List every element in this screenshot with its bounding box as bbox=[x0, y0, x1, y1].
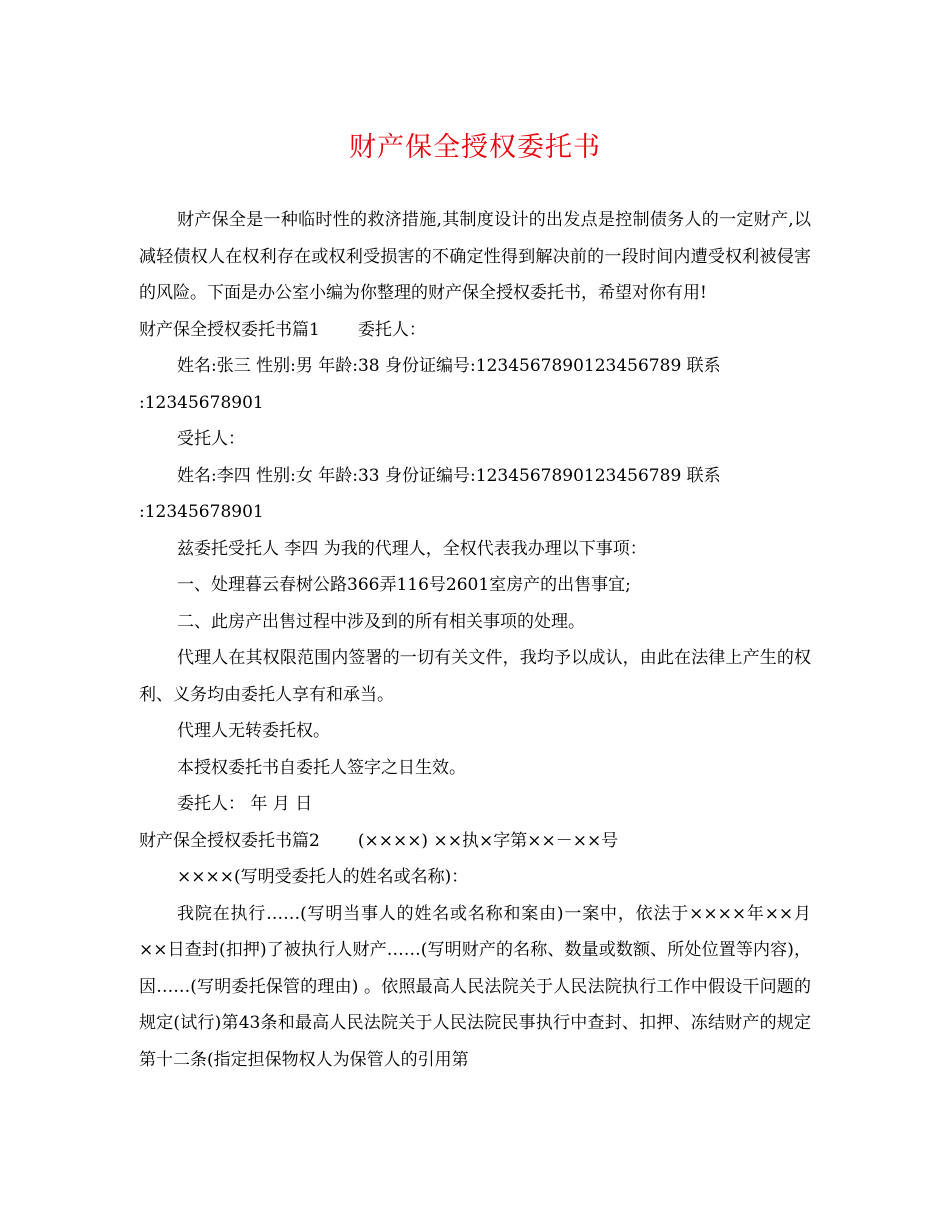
document-body bbox=[139, 202, 811, 1078]
acknowledge-paragraph: 代理人在其权限范围内签署的一切有关文件，我均予以成认，由此在法律上产生的权利、义务均由委托人享有和承当。 bbox=[139, 648, 811, 705]
agent-phone: :12345678901 bbox=[139, 502, 264, 522]
matter-item-2: 二、此房产出售过程中涉及到的所有相关事项的处理。 bbox=[177, 611, 585, 632]
principal-info: 姓名:张三 性别:男 年龄:38 身份证编号:1234567890123456789 联系 bbox=[177, 356, 721, 376]
agent-info: 姓名:李四 性别:女 年龄:33 身份证编号:1234567890123456789 联系 bbox=[177, 465, 721, 486]
entrust-statement: 兹委托受托人 李四 为我的代理人，全权代表我办理以下事项： bbox=[177, 538, 647, 559]
section2-body: 我院在执行……(写明当事人的姓名或名称和案由)一案中，依法于××××年××月××日查封(扣押)了被执行人财产……(写明财产的名称、数量或数额、所处位置等内容)，因……(写明委托保管的理由) 。依照最高人民法院关于人民法院执行工作中假设干问题的规定(试行)第43条和最高人民法院关于人民法院民事执行中查封、扣押、冻结财产的规定第十二条(指定担保物权人为保管人的引用第 bbox=[139, 903, 811, 1070]
signature-line: 委托人： 年 月 日 bbox=[177, 794, 313, 814]
section2-heading: 财产保全授权委托书篇2 bbox=[139, 830, 320, 851]
agent-label: 受托人： bbox=[177, 429, 245, 449]
document-title: 财产保全授权委托书 bbox=[349, 132, 601, 163]
principal-label: 委托人： bbox=[357, 319, 426, 340]
section1-heading-line bbox=[139, 312, 811, 349]
effective-clause: 本授权委托书自委托人签字之日生效。 bbox=[177, 757, 466, 778]
intro-paragraph: 财产保全是一种临时性的救济措施,其制度设计的出发点是控制债务人的一定财产,以减轻债权人在权利存在或权利受损害的不确定性得到解决前的一段时间内遭受权利被侵害的风险。下面是办公室小编为你整理的财产保全授权委托书，希望对你有用! bbox=[139, 210, 811, 303]
no-subdelegation: 代理人无转委托权。 bbox=[177, 721, 330, 741]
principal-phone: :12345678901 bbox=[139, 392, 264, 413]
case-number: (××××) ××执×字第××－××号 bbox=[357, 830, 619, 851]
section1-heading: 财产保全授权委托书篇1 bbox=[139, 319, 320, 340]
addressee: ××××(写明受委托人的姓名或名称)： bbox=[177, 867, 469, 887]
section2-heading-line bbox=[139, 823, 811, 860]
matter-item-1: 一、处理暮云春树公路366弄116号2601室房产的出售事宜; bbox=[177, 575, 631, 595]
